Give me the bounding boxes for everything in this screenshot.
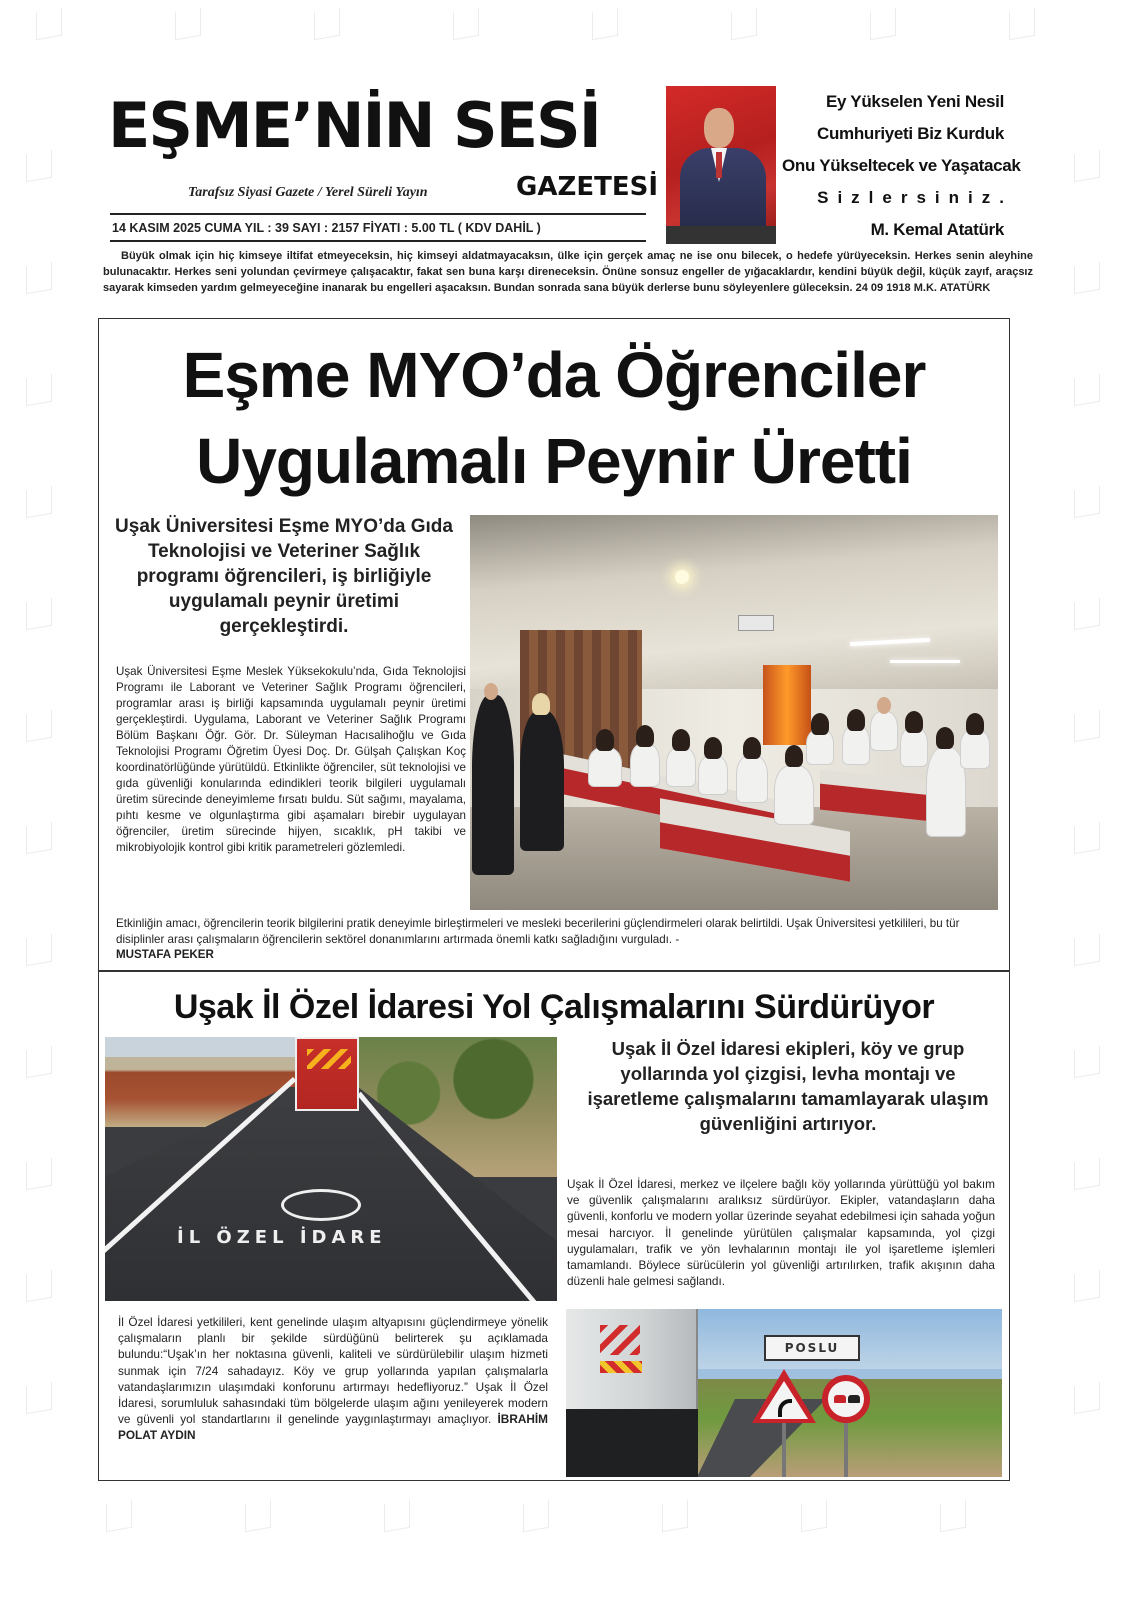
watermark-logo — [785, 1500, 845, 1534]
watermark-logo — [1058, 710, 1118, 744]
watermark-logo — [10, 1270, 70, 1304]
article1-headline-line2: Uygulamalı Peynir Üretti — [196, 425, 912, 497]
watermark-logo — [1058, 150, 1118, 184]
article1-headline — [100, 332, 1008, 504]
article2-deck: Uşak İl Özel İdaresi ekipleri, köy ve grup yollarında yol çizgisi, levha montajı ve işaretleme çalışmalarını tamamlayarak ulaşım güvenliğini artırıyor. — [587, 1038, 989, 1134]
masthead-title: EŞME’NİN SESİ — [108, 89, 600, 162]
road-marking-photo-icon — [105, 1037, 557, 1301]
watermark-logo — [993, 8, 1053, 42]
watermark-logo — [507, 1500, 567, 1534]
ataturk-quote — [782, 86, 1021, 246]
village-sign: POSLU — [764, 1335, 860, 1361]
watermark-logo — [20, 8, 80, 42]
watermark-logo — [10, 262, 70, 296]
watermark-logo — [715, 8, 775, 42]
dateline: 14 KASIM 2025 CUMA YIL : 39 SAYI : 2157 FİYATI : 5.00 TL ( KDV DAHİL ) — [112, 221, 541, 235]
ataturk-portrait-icon — [666, 86, 776, 244]
watermark-logo — [1058, 486, 1118, 520]
masthead-rule-bottom — [110, 240, 646, 242]
masthead-rule-top — [110, 213, 646, 215]
watermark-logo — [10, 822, 70, 856]
watermark-logo — [229, 1500, 289, 1534]
article2-body-right-text: Uşak İl Özel İdaresi, merkez ve ilçelere bağlı köy yollarında yürüttüğü yol bakım ve güvenlik çalışmalarını aralıksız sürdürüyor. Ekipler, vatandaşların daha güvenli, konforlu ve modern yollar üzerinde seyahat edebilmesi için sahada yoğun mesai harcıyor. İl genelinde yürütülen çalışmalar kapsamında, yol çizgi uygulamaları, trafik ve yön levhalarının montajı ile yol işaretleme işlemleri tamamlandı. Böylece sürücülerin yol güvenliği artırılırken, trafik akışının daha düzenli hale gelmesi sağlandı. — [567, 1177, 995, 1289]
watermark-logo — [10, 150, 70, 184]
classroom-photo-icon — [470, 515, 998, 910]
ataturk-motto — [103, 248, 1033, 296]
quote-line: Cumhuriyeti Biz Kurduk — [816, 124, 1004, 143]
article1-closing-text: Etkinliğin amacı, öğrencilerin teorik bilgilerini pratik deneyimle birleştirmeleri ve mesleki becerilerini güçlendirmeleri olarak belirtildi. Uşak Üniversitesi yetkilileri, bu tür disiplinler arası çalışmaların öğrencilerin sektörel donanımlarını artırmada önemli katkı sağladığını vurguladı. - — [116, 917, 960, 946]
watermark-logo — [10, 486, 70, 520]
article2-body-right — [567, 1176, 995, 1289]
watermark-logo — [10, 374, 70, 408]
article2-headline: Uşak İl Özel İdaresi Yol Çalışmalarını Sürdürüyor — [173, 988, 935, 1026]
quote-signature: M. Kemal Atatürk — [870, 220, 1004, 239]
watermark-logo — [854, 8, 914, 42]
watermark-logo — [298, 8, 358, 42]
watermark-logo — [437, 8, 497, 42]
watermark-logo — [1058, 374, 1118, 408]
quote-line: Ey Yükselen Yeni Nesil — [826, 92, 1004, 111]
quote-line: Onu Yükseltecek ve Yaşatacak — [782, 156, 1021, 175]
article1-headline-line1: Eşme MYO’da Öğrenciler — [182, 339, 926, 411]
watermark-logo — [90, 1500, 150, 1534]
motto-text: Büyük olmak için hiç kimseye iltifat etmeyeceksin, hiç kimseyi aldatmayacaksın, ülke için gerçek amaç ne ise onu bilecek, o hedefe yürüyeceksin. Herkes senin aleyhine bulunacaktır. Herkes seni yolundan çevirmeye çalışacaktır, fakat sen buna karşı direneceksin. Önüne sonsuz engeller de yığacaklardır, kendini büyük değil, küçük zayıf, araçsız sayarak kimseden yardım gelmeyeceğine inanarak bu engelleri aşacaksın. Bundan sonrada sana büyük derlerse bunu söyleyenlere güleceksin. 24 09 1918 M.K. ATATÜRK — [103, 250, 1033, 294]
article2-body-left-text: İl Özel İdaresi yetkilileri, kent genelinde ulaşım altyapısını güçlendirmeye yönelik çalışmaların planlı bir şekilde sürdüğünü belirterek şu açıklamada bulundu:“Uşak’ın her noktasına güvenli, kaliteli ve sürdürülebilir ulaşım hizmeti sunmak için 7/24 sahadayız. Köy ve grup yollarında yapılan çalışmalarla vatandaşlarımızın ulaşımdaki konforunu artırmayı hedefliyoruz.” Uşak İl Özel İdaresi, sorumluluk sahasındaki tüm bölgelerde ulaşım ağını yenileyerek modern ve güvenli yol standartlarını il genelinde yaygınlaştırmayı amaçlıyor. — [118, 1315, 548, 1427]
watermark-logo — [576, 8, 636, 42]
watermark-logo — [159, 8, 219, 42]
watermark-logo — [10, 710, 70, 744]
watermark-logo — [646, 1500, 706, 1534]
watermark-logo — [1058, 1158, 1118, 1192]
watermark-logo — [10, 934, 70, 968]
watermark-logo — [1058, 1046, 1118, 1080]
watermark-logo — [1058, 1270, 1118, 1304]
watermark-logo — [10, 1382, 70, 1416]
watermark-logo — [368, 1500, 428, 1534]
article1-body — [116, 664, 466, 856]
watermark-logo — [10, 1158, 70, 1192]
watermark-logo — [10, 598, 70, 632]
article2-author: İBRAHİM POLAT AYDIN — [118, 1412, 548, 1443]
quote-line: Sizlersiniz. — [817, 188, 1013, 207]
article-divider — [98, 970, 1010, 972]
article1-closing — [116, 916, 996, 963]
article1-author: MUSTAFA PEKER — [116, 948, 214, 961]
article1-body-text: Uşak Üniversitesi Eşme Meslek Yüksekokulu’nda, Gıda Teknolojisi Programı ile Laborant ve Veteriner Sağlık Programı öğrencileri, programlar arası iş birliği kapsamında uygulamalı peynir üretimi gerçekleştirdi. Uygulama, Laborant ve Veteriner Sağlık Programı Bölüm Başkanı Öğr. Gör. Dr. Süleyman Hacısalihoğlu ve Gıda Teknolojisi Programı Öğretim Üyesi Doç. Dr. Gülşah Çalışkan Koç koordinatörlüğünde yürütüldü. Etkinlikte öğrenciler, süt teknolojisi ve gıda güvenliği konularında edindikleri teorik bilgileri uygulamalı üretim sürecinde deneyimleme fırsatı buldu. Süt sağımı, mayalama, pıhtı kesme ve olgunlaştırma gibi aşamaları birebir uygulayan öğrenciler, üretim sürecinde hijyen, sıcaklık, pH takibi ve mikrobiyolojik kontrol gibi kritik parametreleri gözlemledi. — [116, 665, 466, 854]
watermark-logo — [924, 1500, 984, 1534]
watermark-logo — [1058, 822, 1118, 856]
road-marking-text: İL ÖZEL İDARE — [177, 1227, 387, 1248]
watermark-logo — [1058, 598, 1118, 632]
watermark-logo — [1058, 934, 1118, 968]
masthead-tagline: Tarafsız Siyasi Gazete / Yerel Süreli Yayın — [188, 185, 428, 200]
masthead-subtitle: GAZETESİ — [516, 172, 658, 202]
road-signs-photo-icon — [566, 1309, 1002, 1477]
article1-deck: Uşak Üniversitesi Eşme MYO’da Gıda Teknolojisi ve Veteriner Sağlık programı öğrencileri, iş birliğiyle uygulamalı peynir üretimi gerçekleştirdi. — [115, 516, 453, 637]
watermark-logo — [10, 1046, 70, 1080]
watermark-logo — [1058, 1382, 1118, 1416]
watermark-logo — [1058, 262, 1118, 296]
article2-body-left — [118, 1314, 548, 1444]
